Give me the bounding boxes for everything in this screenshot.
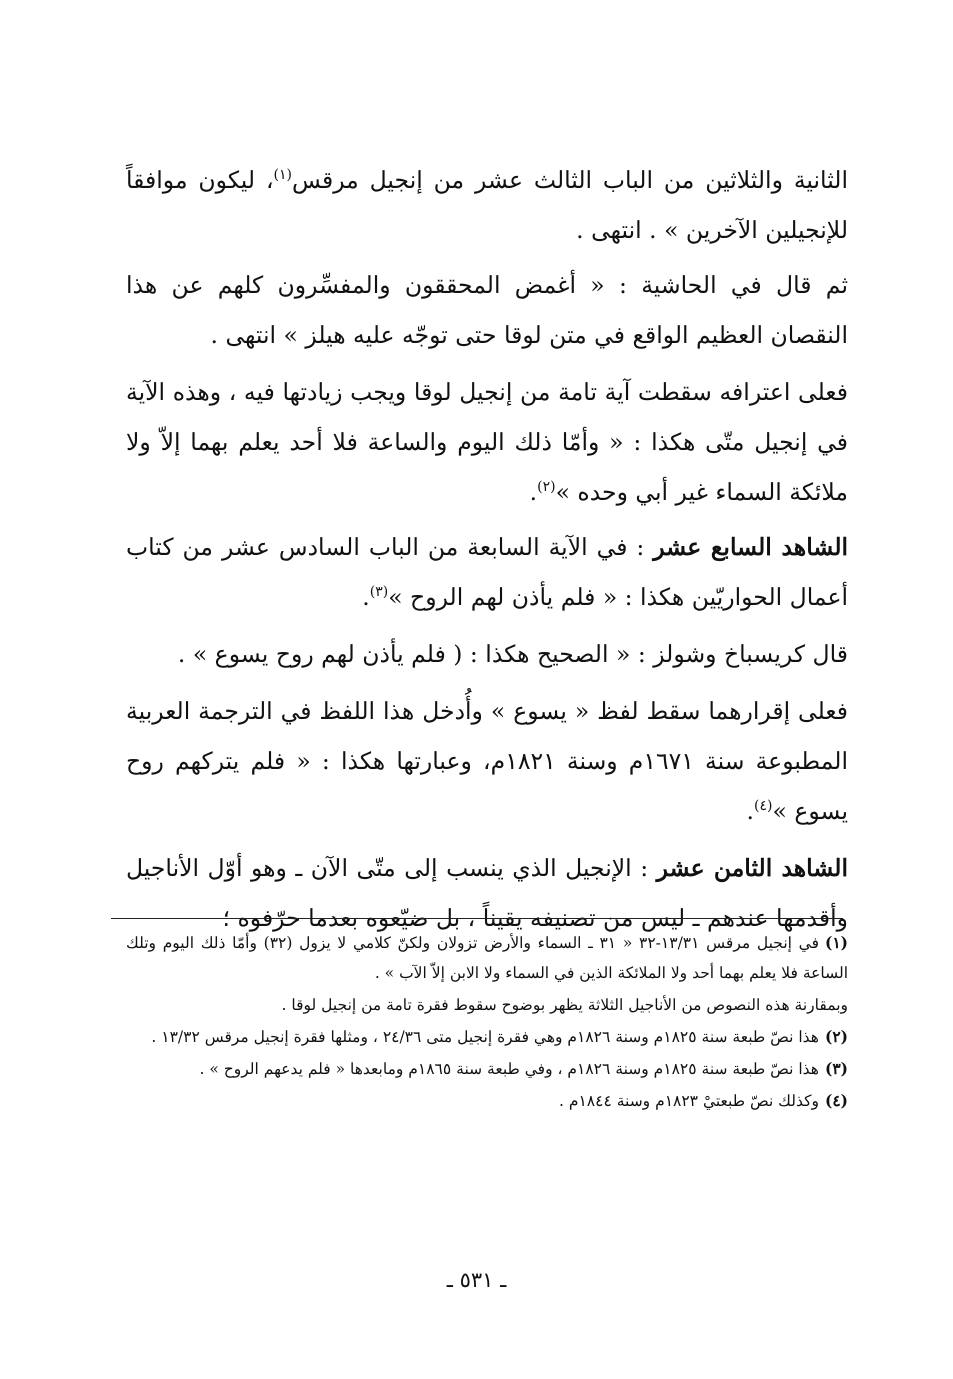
- paragraph-4-after: .: [362, 583, 370, 611]
- paragraph-4: [126, 522, 848, 622]
- paragraph-1-text: الثانية والثلاثين من الباب الثالث عشر من إنجيل مرقس: [292, 166, 848, 194]
- paragraph-6: [126, 686, 848, 836]
- footnote-1-text: في إنجيل مرقس ١٣/٣١-٣٢ « ٣١ ـ السماء والأرض تزولان ولكنّ كلامي لا يزول (٣٢) وأمّا ذلك اليوم وتلك الساعة فلا يعلم بهما أحد ولا الملائكة الذين في السماء ولا الابن إلاّ الآب » .: [126, 934, 848, 982]
- heading-witness-18: الشاهد الثامن عشر: [656, 854, 848, 882]
- footnote-4-number: (٤): [824, 1091, 848, 1110]
- footnote-divider: [111, 918, 843, 919]
- footnote-ref-2[interactable]: (٢): [537, 479, 556, 496]
- footnote-3: [126, 1054, 848, 1084]
- paragraph-3-after: .: [529, 478, 538, 506]
- paragraph-6-text: فعلى إقرارهما سقط لفظ « يسوع » وأُدخل هذا اللفظ في الترجمة العربية المطبوعة سنة ١٦٧١م وسنة ١٨٢١م، وعبارتها هكذا : « فلم يتركهم روح يسوع »: [126, 697, 848, 825]
- paragraph-5: [126, 629, 848, 679]
- footnote-2-number: (٢): [824, 1027, 848, 1046]
- footnote-4-text: وكذلك نصّ طبعتيْ ١٨٢٣م وسنة ١٨٤٤م .: [559, 1092, 819, 1110]
- footnote-4: [126, 1086, 848, 1116]
- paragraph-6-after: .: [746, 797, 755, 825]
- footnote-2: [126, 1022, 848, 1052]
- paragraph-3: [126, 367, 848, 517]
- footnotes: [126, 928, 848, 1118]
- page-number: ـ ٥٣١ ـ: [446, 1268, 507, 1292]
- footnote-3-text: هذا نصّ طبعة سنة ١٨٢٥م وسنة ١٨٢٦م ، وفي طبعة سنة ١٨٦٥م ومابعدها « فلم يدعهم الروح » .: [199, 1060, 819, 1078]
- paragraph-4-text: : في الآية السابعة من الباب السادس عشر من كتاب أعمال الحواريّين هكذا : « فلم يأذن لهم الروح »: [126, 533, 848, 611]
- paragraph-1: [126, 155, 848, 255]
- footnote-ref-1[interactable]: (١): [273, 167, 292, 184]
- footnote-ref-4[interactable]: (٤): [754, 798, 773, 815]
- paragraph-2: [126, 260, 848, 360]
- footnote-1-continuation-text: وبمقارنة هذه النصوص من الأناجيل الثلاثة يظهر بوضوح سقوط فقرة تامة من إنجيل لوقا .: [281, 996, 848, 1014]
- paragraph-1-after: ، ليكون موافقاً للإنجيلين الآخرين » . انتهى .: [126, 166, 848, 244]
- footnote-3-number: (٣): [824, 1059, 848, 1078]
- paragraph-3-text: فعلى اعترافه سقطت آية تامة من إنجيل لوقا ويجب زيادتها فيه ، وهذه الآية في إنجيل متّى هكذا : « وأمّا ذلك اليوم والساعة فلا أحد يعلم بهما إلاّ ولا ملائكة السماء غير أبي وحده »: [126, 378, 848, 506]
- paragraph-5-text: قال كريسباخ وشولز : « الصحيح هكذا : ( فلم يأذن لهم روح يسوع » .: [177, 640, 848, 668]
- paragraph-7-text: : الإنجيل الذي ينسب إلى متّى الآن ـ وهو أوّل الأناجيل وأقدمها عندهم ـ ليس من تصنيفه يقيناً ، بل ضيّعوه بعدما حرّفوه ؛: [126, 854, 848, 932]
- footnote-2-text: هذا نصّ طبعة سنة ١٨٢٥م وسنة ١٨٢٦م وهي فقرة إنجيل متى ٢٤/٣٦ ، ومثلها فقرة إنجيل مرقس ١٣/٣٢ .: [151, 1028, 819, 1046]
- footnote-ref-3[interactable]: (٣): [369, 584, 389, 601]
- heading-witness-17: الشاهد السابع عشر: [653, 533, 849, 561]
- main-text: [126, 155, 848, 948]
- footnote-1: [126, 928, 848, 988]
- footnote-1-continuation: [126, 990, 848, 1020]
- footnote-1-number: (١): [824, 933, 848, 952]
- paragraph-2-text: ثم قال في الحاشية : « أغمض المحققون والمفسِّرون كلهم عن هذا النقصان العظيم الواقع في متن لوقا حتى توجّه عليه هيلز » انتهى .: [126, 271, 848, 349]
